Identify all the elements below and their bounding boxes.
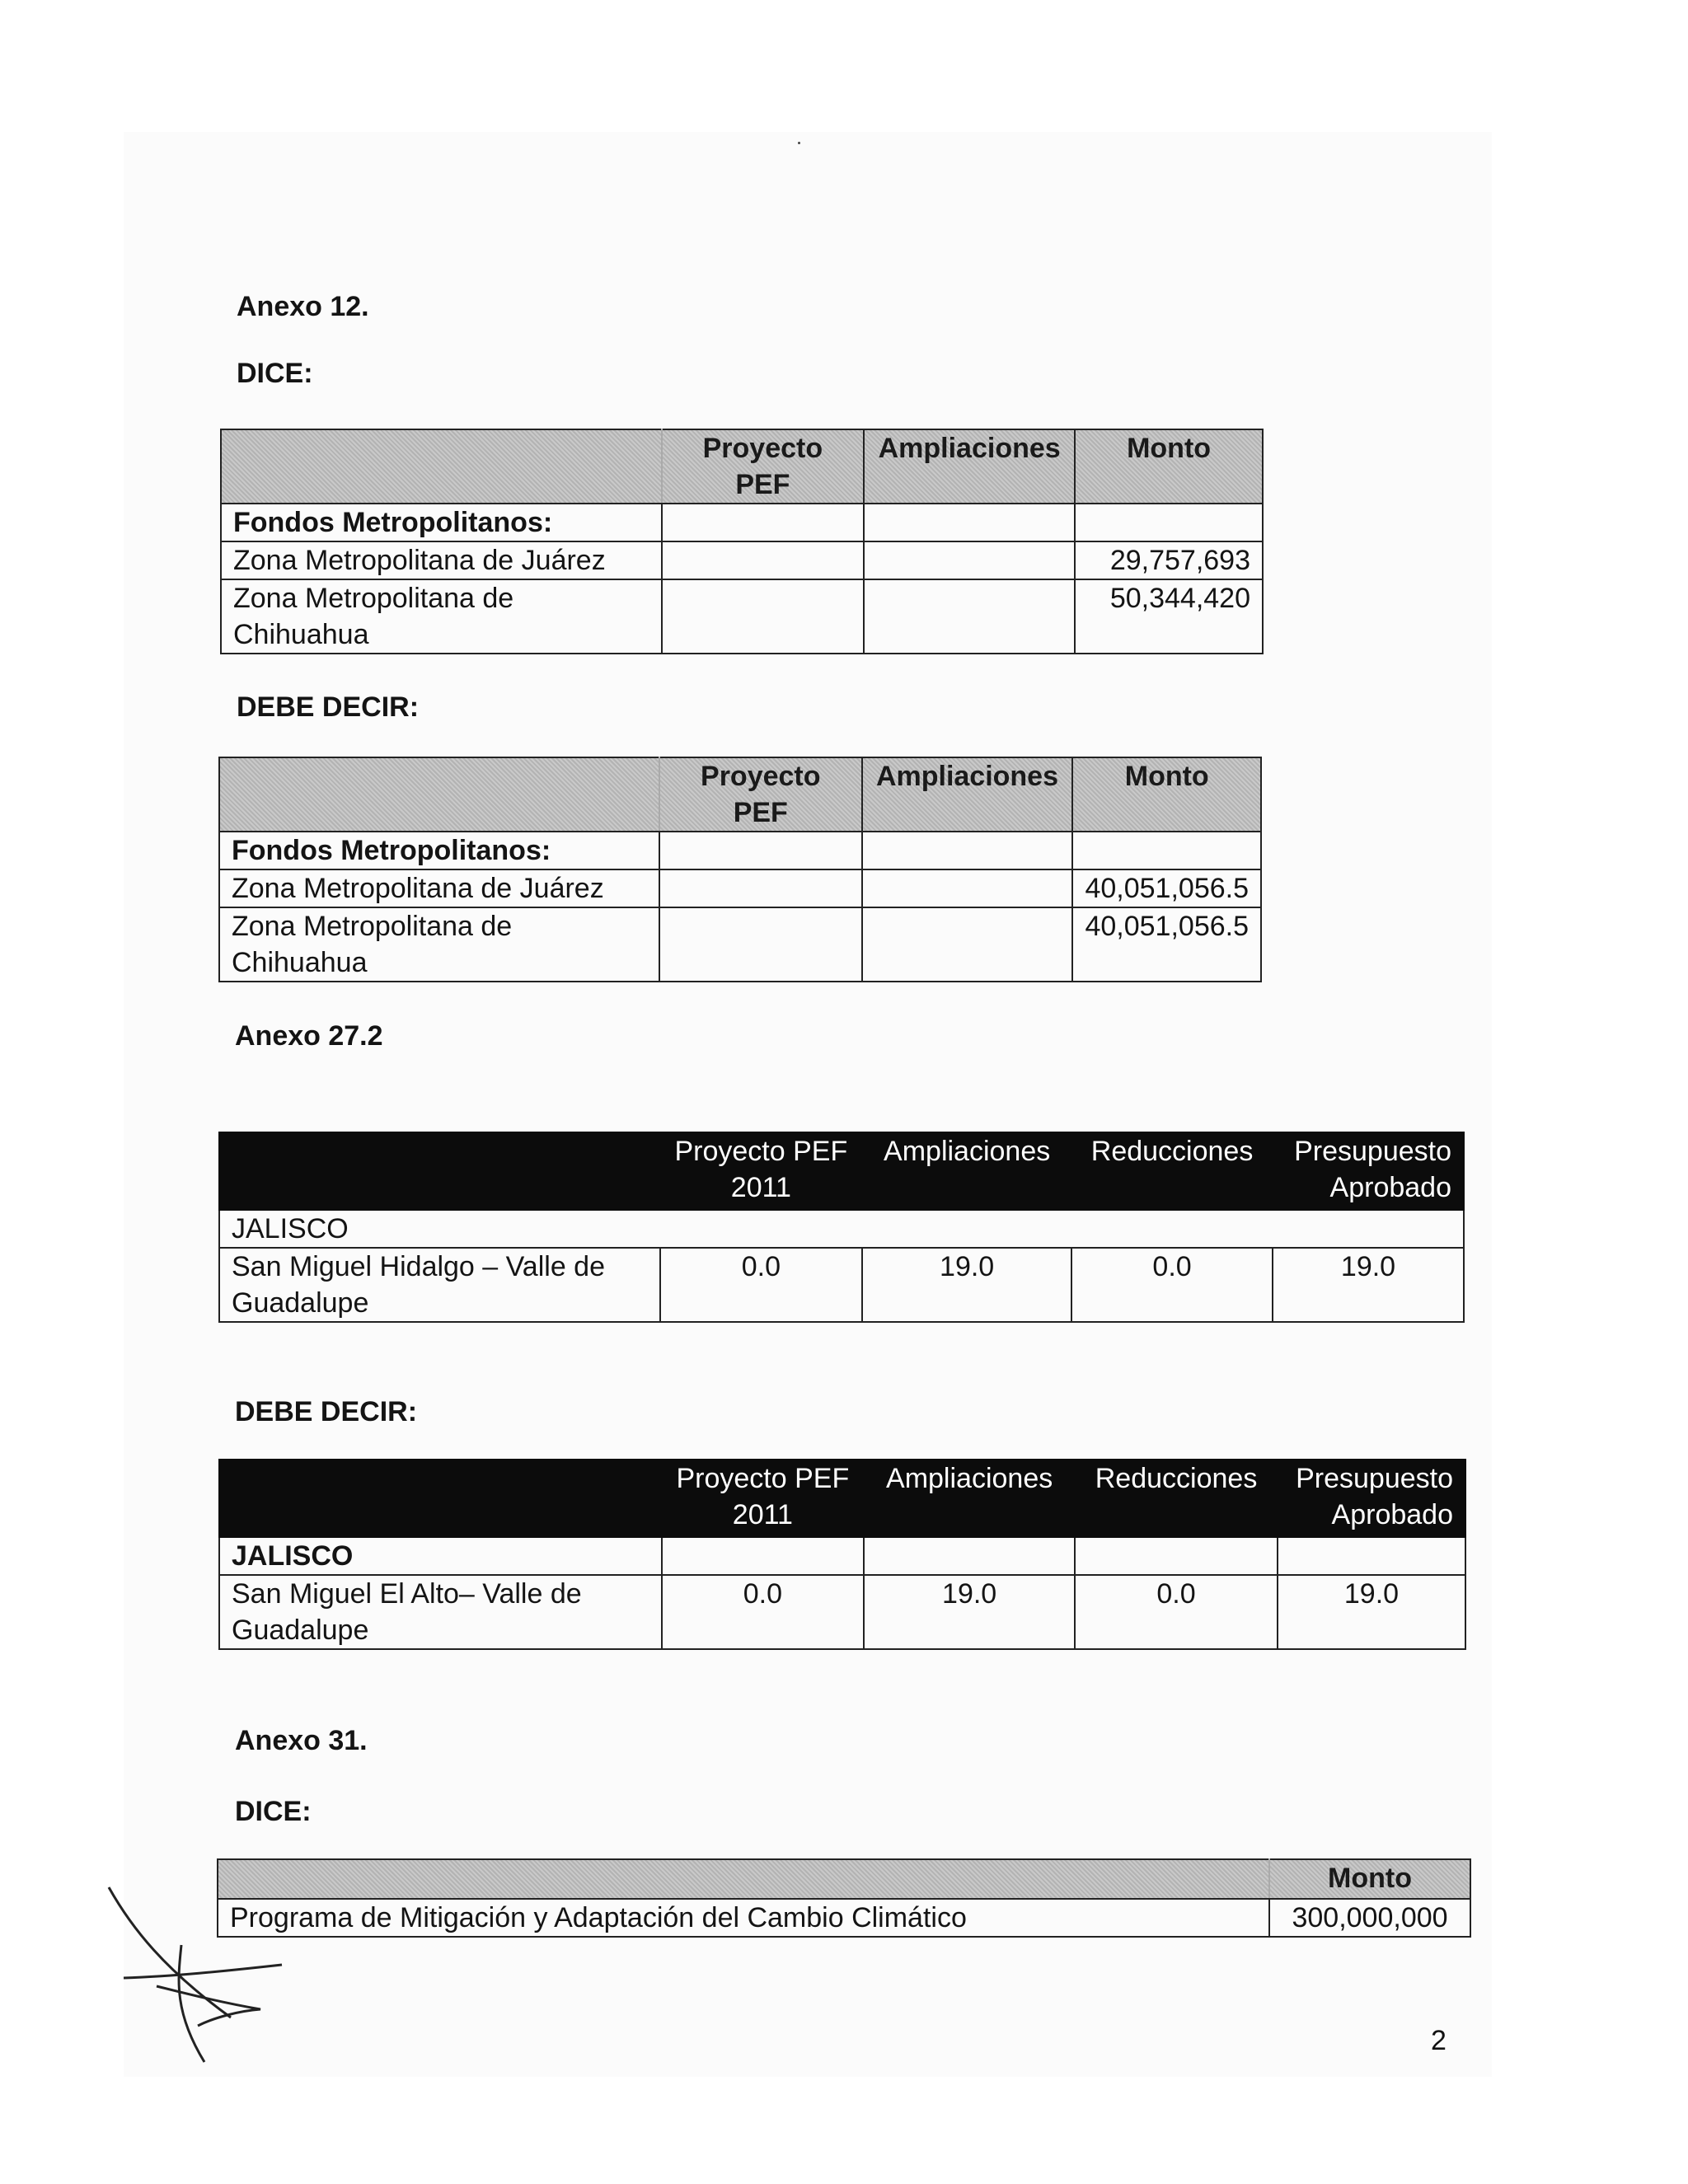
- header-monto: Monto: [1072, 757, 1261, 832]
- header-presupuesto-aprobado: Presupuesto Aprobado: [1273, 1132, 1464, 1210]
- header-ampliaciones: Ampliaciones: [862, 1132, 1071, 1210]
- cell-monto: 40,051,056.5: [1072, 907, 1261, 982]
- row-label: Fondos Metropolitanos:: [221, 504, 662, 541]
- header-blank: [218, 1859, 1269, 1899]
- table-header-row: [221, 429, 1263, 504]
- cell-ampliaciones: 19.0: [862, 1248, 1071, 1322]
- cell-pef: [659, 869, 861, 907]
- cell-pef: 0.0: [662, 1575, 865, 1649]
- table-row: [219, 832, 1261, 869]
- cell-ampliaciones: [864, 541, 1075, 579]
- header-presupuesto-aprobado: Presupuesto Aprobado: [1278, 1460, 1465, 1537]
- cell-pef: [662, 541, 865, 579]
- table-row: [219, 1248, 1464, 1322]
- header-blank: [219, 757, 659, 832]
- row-label: Zona Metropolitana de Chihuahua: [219, 907, 659, 982]
- table-row: [221, 504, 1263, 541]
- empty-cell: [1278, 1537, 1465, 1575]
- cell-pef: [659, 832, 861, 869]
- row-label: San Miguel El Alto– Valle de Guadalupe: [219, 1575, 662, 1649]
- cell-monto: 300,000,000: [1269, 1899, 1470, 1937]
- annex27-debe-decir-label: DEBE DECIR:: [235, 1396, 418, 1427]
- cell-ampliaciones: [864, 504, 1075, 541]
- cell-reducciones: 0.0: [1075, 1575, 1278, 1649]
- state-label: JALISCO: [219, 1210, 1464, 1248]
- table-header-row: [219, 757, 1261, 832]
- header-blank: [219, 1132, 660, 1210]
- header-proyecto-pef-2011: Proyecto PEF 2011: [662, 1460, 865, 1537]
- cell-ampliaciones: 19.0: [864, 1575, 1075, 1649]
- scan-dot: [798, 142, 800, 144]
- row-label: San Miguel Hidalgo – Valle de Guadalupe: [219, 1248, 660, 1322]
- table-row: [221, 579, 1263, 654]
- page-background: [124, 132, 1492, 2077]
- cell-pef: [662, 579, 865, 654]
- table-row: [219, 1210, 1464, 1248]
- empty-cell: [864, 1537, 1075, 1575]
- annex27-dice-table: [218, 1132, 1465, 1323]
- table-header-row: [219, 1132, 1464, 1210]
- annex12-title: Anexo 12.: [237, 291, 369, 322]
- cell-monto: [1072, 832, 1261, 869]
- annex12-debe-table: [218, 757, 1262, 982]
- header-blank: [221, 429, 662, 504]
- table-header-row: [219, 1460, 1465, 1537]
- header-ampliaciones: Ampliaciones: [864, 429, 1075, 504]
- table-row: [219, 869, 1261, 907]
- header-ampliaciones: Ampliaciones: [862, 757, 1073, 832]
- cell-ampliaciones: [862, 832, 1073, 869]
- header-blank: [219, 1460, 662, 1537]
- annex12-dice-table: [220, 429, 1264, 654]
- cell-monto: 40,051,056.5: [1072, 869, 1261, 907]
- annex27-debe-table: [218, 1459, 1466, 1650]
- cell-aprobado: 19.0: [1273, 1248, 1464, 1322]
- header-monto: Monto: [1269, 1859, 1470, 1899]
- table-row: [221, 541, 1263, 579]
- empty-cell: [662, 1537, 865, 1575]
- annex31-dice-table: [217, 1858, 1471, 1938]
- header-reducciones: Reducciones: [1071, 1132, 1273, 1210]
- table-row: [219, 1537, 1465, 1575]
- row-label: Fondos Metropolitanos:: [219, 832, 659, 869]
- header-proyecto-pef: Proyecto PEF: [659, 757, 861, 832]
- row-label: Zona Metropolitana de Juárez: [221, 541, 662, 579]
- cell-reducciones: 0.0: [1071, 1248, 1273, 1322]
- row-label: Zona Metropolitana de Juárez: [219, 869, 659, 907]
- cell-aprobado: 19.0: [1278, 1575, 1465, 1649]
- table-row: [219, 907, 1261, 982]
- annex12-dice-label: DICE:: [237, 358, 313, 389]
- cell-pef: 0.0: [660, 1248, 863, 1322]
- header-ampliaciones: Ampliaciones: [864, 1460, 1075, 1537]
- table-header-row: [218, 1859, 1470, 1899]
- signature-mark: [99, 1879, 297, 2069]
- header-reducciones: Reducciones: [1075, 1460, 1278, 1537]
- state-label: JALISCO: [219, 1537, 662, 1575]
- cell-monto: 29,757,693: [1075, 541, 1263, 579]
- cell-monto: 50,344,420: [1075, 579, 1263, 654]
- cell-ampliaciones: [862, 869, 1073, 907]
- annex27-title: Anexo 27.2: [235, 1020, 383, 1052]
- row-label: Zona Metropolitana de Chihuahua: [221, 579, 662, 654]
- annex31-title: Anexo 31.: [235, 1725, 368, 1756]
- row-label: Programa de Mitigación y Adaptación del Cambio Climático: [218, 1899, 1269, 1937]
- page-number: 2: [1431, 2025, 1447, 2056]
- cell-ampliaciones: [862, 907, 1073, 982]
- annex12-debe-decir-label: DEBE DECIR:: [237, 691, 420, 723]
- table-row: [218, 1899, 1470, 1937]
- empty-cell: [1075, 1537, 1278, 1575]
- header-proyecto-pef: Proyecto PEF: [662, 429, 865, 504]
- cell-pef: [662, 504, 865, 541]
- annex31-dice-label: DICE:: [235, 1796, 312, 1827]
- cell-ampliaciones: [864, 579, 1075, 654]
- header-proyecto-pef-2011: Proyecto PEF 2011: [660, 1132, 863, 1210]
- table-row: [219, 1575, 1465, 1649]
- cell-pef: [659, 907, 861, 982]
- cell-monto: [1075, 504, 1263, 541]
- header-monto: Monto: [1075, 429, 1263, 504]
